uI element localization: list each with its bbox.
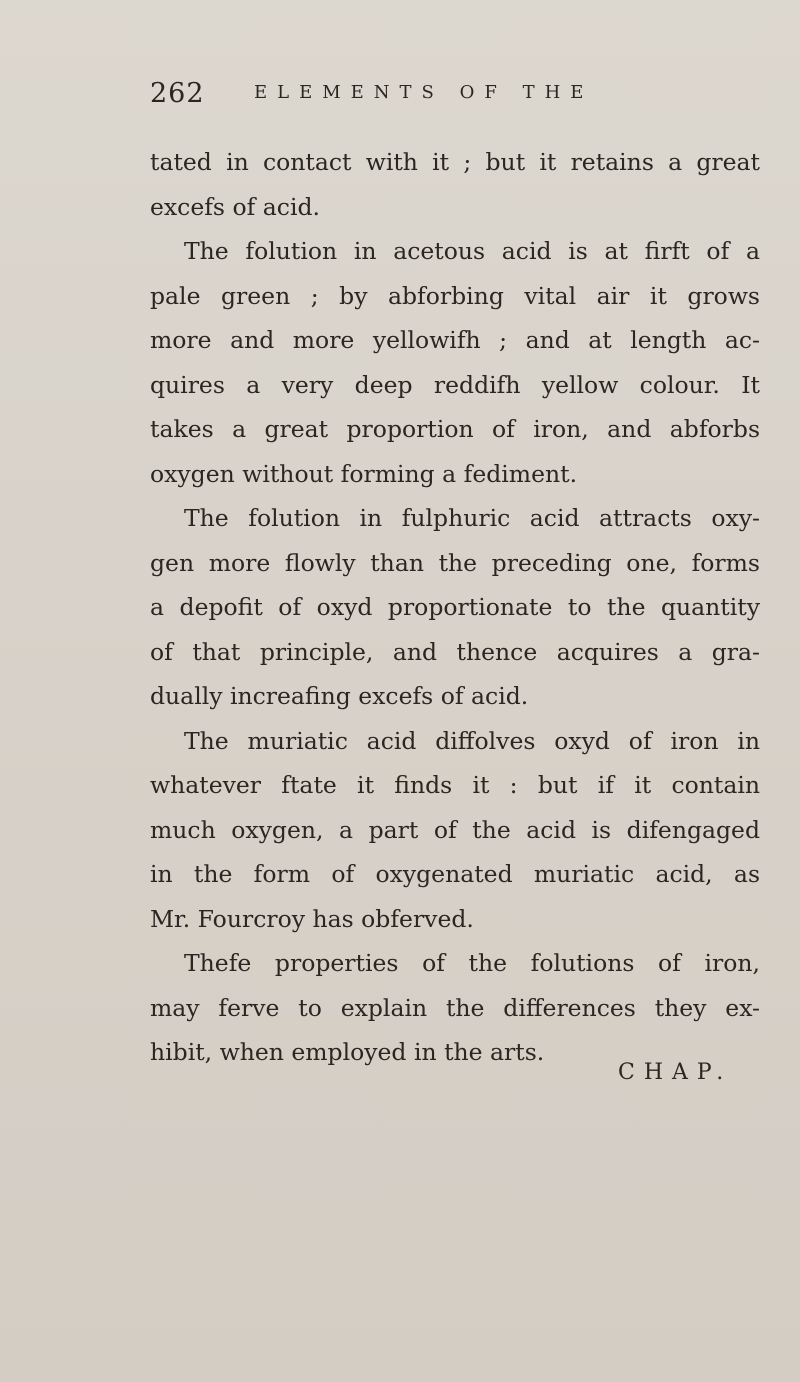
text-line: takes a great proportion of iron, and abforbs bbox=[150, 415, 760, 443]
text-line: gen more flowly than the preceding one, forms bbox=[150, 548, 760, 577]
text-line: of that principle, and thence acquires a gra- bbox=[150, 637, 760, 666]
text-line: Thefe properties of the folutions of iron, bbox=[184, 949, 760, 977]
text-line: more and more yellowifh ; and at length ac- bbox=[150, 326, 760, 354]
running-title: ELEMENTS OF THE bbox=[254, 82, 594, 103]
text-line: in the form of oxygenated muriatic acid, as bbox=[150, 860, 760, 888]
text-line: dually increafing excefs of acid. bbox=[150, 682, 529, 710]
text-line: whatever ftate it finds it : but if it contain bbox=[150, 771, 760, 799]
text-line: much oxygen, a part of the acid is difengaged bbox=[150, 815, 760, 844]
running-head bbox=[150, 78, 760, 118]
text-line: The muriatic acid diffolves oxyd of iron in bbox=[184, 726, 760, 755]
text-line: Mr. Fourcroy has obferved. bbox=[150, 904, 474, 933]
text-line: a depofit of oxyd proportionate to the quantity bbox=[150, 593, 760, 621]
text-line: quires a very deep reddifh yellow colour. It bbox=[150, 370, 760, 399]
text-line: oxygen without forming a fediment. bbox=[150, 459, 578, 488]
text-line: hibit, when employed in the arts. bbox=[150, 1038, 545, 1066]
text-line: The folution in fulphuric acid attracts oxy- bbox=[184, 504, 760, 532]
page-number: 262 bbox=[150, 78, 205, 109]
text-line: The folution in acetous acid is at firft of a bbox=[184, 237, 760, 265]
text-line: may ferve to explain the differences they ex- bbox=[150, 993, 760, 1022]
body-text bbox=[150, 140, 760, 1075]
catchword: CHAP. bbox=[618, 1060, 733, 1085]
text-line: excefs of acid. bbox=[150, 192, 320, 221]
text-line: tated in contact with it ; but it retains a great bbox=[150, 148, 760, 176]
text-line: pale green ; by abforbing vital air it grows bbox=[150, 281, 760, 310]
